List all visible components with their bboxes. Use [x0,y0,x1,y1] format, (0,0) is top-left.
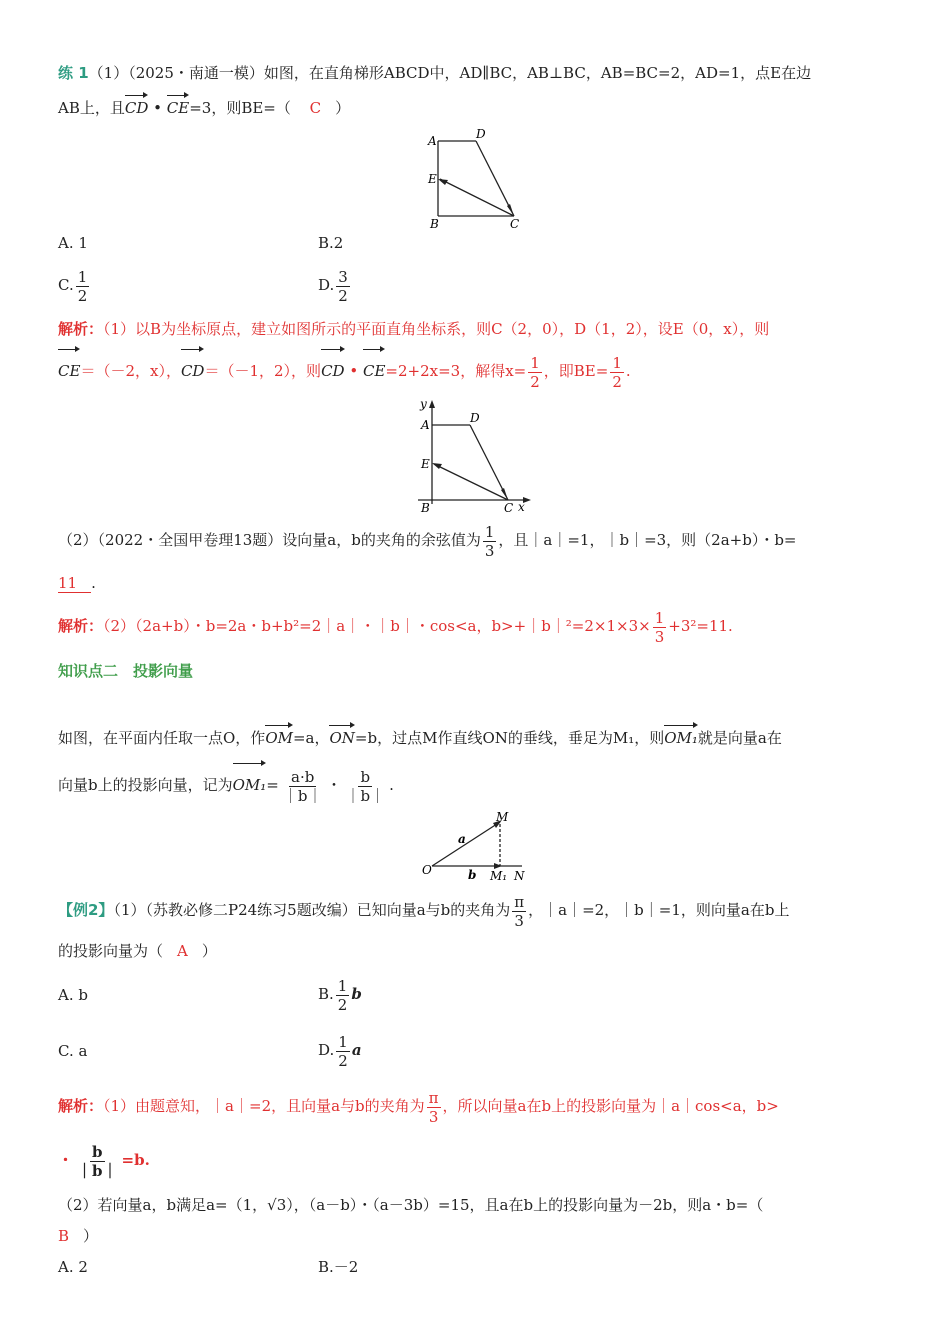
example2-q2-line2: B ） [58,1227,99,1245]
solution1-line2: CE＝（－2，x），CD＝（－1，2），则CD • CE=2+2x=3，解得x= $\frac{1}{2}$ ，即BE= $\frac{1}{2}$ . [58,346,631,391]
example2-label: 【例2】 [58,901,114,919]
fig2-label-a: A [421,418,430,432]
coordinate-figure [412,396,542,520]
solution2-line: 解析：（2）（2a+b）・b=2a・b+b²=2｜a｜・｜b｜・cos<a，b>+｜b｜²=2×1×3× $\frac{1}{3}$ +3²=11. [58,608,733,646]
answer-example2-q1: A [177,942,188,960]
answer-q1: C [309,99,322,117]
example2-option-c: C. a [58,1042,88,1060]
fraction-three-halves: $\frac{3}{2}$ [338,267,348,305]
fig2-label-c: C [504,501,514,515]
example2-option-a: A. b [58,986,88,1004]
fig1-label-a: A [428,134,437,148]
fig2-label-e: E [421,457,430,471]
fig3-label-m1: M₁ [490,869,508,883]
practice1-q2-line1: （2）（2022・全国甲卷理13题）设向量a，b的夹角的余弦值为 $\frac{1}{3}$ ，且｜a｜=1，｜b｜=3，则（2a+b）・b= [58,522,797,560]
practice1-q2-answer-line: 11 . [58,574,96,592]
fig1-label-e: E [428,172,437,186]
fig2-label-y: y [420,397,427,411]
example2-q1-line2: 的投影向量为（ A ） [58,942,217,960]
fig2-label-x: x [518,500,525,514]
vector-cd: CD [125,92,149,119]
projection-fraction-2: $\frac{b}{|b|}$ [345,767,386,805]
vector-om1: OM₁ [664,722,698,749]
option-d: D. $\frac{3}{2}$ [318,267,348,305]
fig3-label-o: O [422,863,432,877]
projection-figure [418,808,538,886]
trapezoid-figure [418,124,538,234]
fig3-label-n: N [514,869,525,883]
fig1-label-b: B [430,217,439,231]
vector-om: OM [265,722,293,749]
knowledge-para-line1: 如图，在平面内任取一点O，作OM=a，ON=b，过点M作直线ON的垂线，垂足为M₁，则OM₁就是向量a在 [58,722,782,749]
fig2-label-d: D [470,411,480,425]
example2-option-b: B. $\frac{1}{2}$ b [318,976,362,1014]
fig1-label-c: C [510,217,520,231]
answer-q2: 11 [58,574,91,593]
solution-label: 解析： [58,320,104,338]
fig1-label-d: D [476,127,486,141]
practice1-label: 练 1 [58,64,89,82]
fraction-half: $\frac{1}{2}$ [77,267,88,305]
practice1-q1-line2: AB上，且CD • CE=3，则BE=（ C ） [58,92,350,119]
example2-option-d: D. $\frac{1}{2}$ a [318,1032,362,1070]
example2-q2-line1: （2）若向量a，b满足a=（1，√3），（a－b）・（a－3b）=15，且a在b上的投影向量为－2b，则a・b=（ [58,1196,764,1214]
example2-q2-option-b: B.－2 [318,1258,359,1276]
example2-q1-line1: 【例2】（1）（苏教必修二P24练习5题改编）已知向量a与b的夹角为 $\frac{\pi}{3}$ ，｜a｜=2，｜b｜=1，则向量a在b上 [58,892,790,930]
answer-example2-q2: B [58,1227,70,1245]
fig3-label-m: M [496,810,509,824]
section-heading-projection: 知识点二 投影向量 [58,662,194,680]
solution1-line1: 解析：（1）以B为坐标原点，建立如图所示的平面直角坐标系，则C（2，0），D（1，2），设E（0，x），则 [58,320,770,338]
example2-solution-line2: ・ $\frac{b}{|b|}$ =b. [58,1142,150,1180]
option-c: C. $\frac{1}{2}$ [58,267,88,305]
example2-q2-option-a: A. 2 [58,1258,88,1276]
example2-solution-line1: 解析：（1）由题意知，｜a｜=2，且向量a与b的夹角为 $\frac{\pi}{3}$ ，所以向量a在b上的投影向量为｜a｜cos<a，b> [58,1088,779,1126]
option-b: B.2 [318,234,344,252]
knowledge-para-line2: 向量b上的投影向量，记为OM₁= $\frac{a\cdot b}{|b|}$ ・ $\frac{b}{|b|}$ . [58,760,394,805]
fig2-label-b: B [421,501,430,515]
practice1-q1-line1: 练 1（1）（2025・南通一模）如图，在直角梯形ABCD中，AD∥BC，AB⊥BC，AB=BC=2，AD=1，点E在边 [58,64,812,82]
projection-fraction-1: $\frac{a\cdot b}{|b|}$ [282,767,323,805]
fig3-label-a: a [458,832,466,846]
option-a: A. 1 [58,234,88,252]
vector-ce: CE [167,92,189,119]
vector-on: ON [329,722,354,749]
fig3-label-b: b [468,868,477,882]
